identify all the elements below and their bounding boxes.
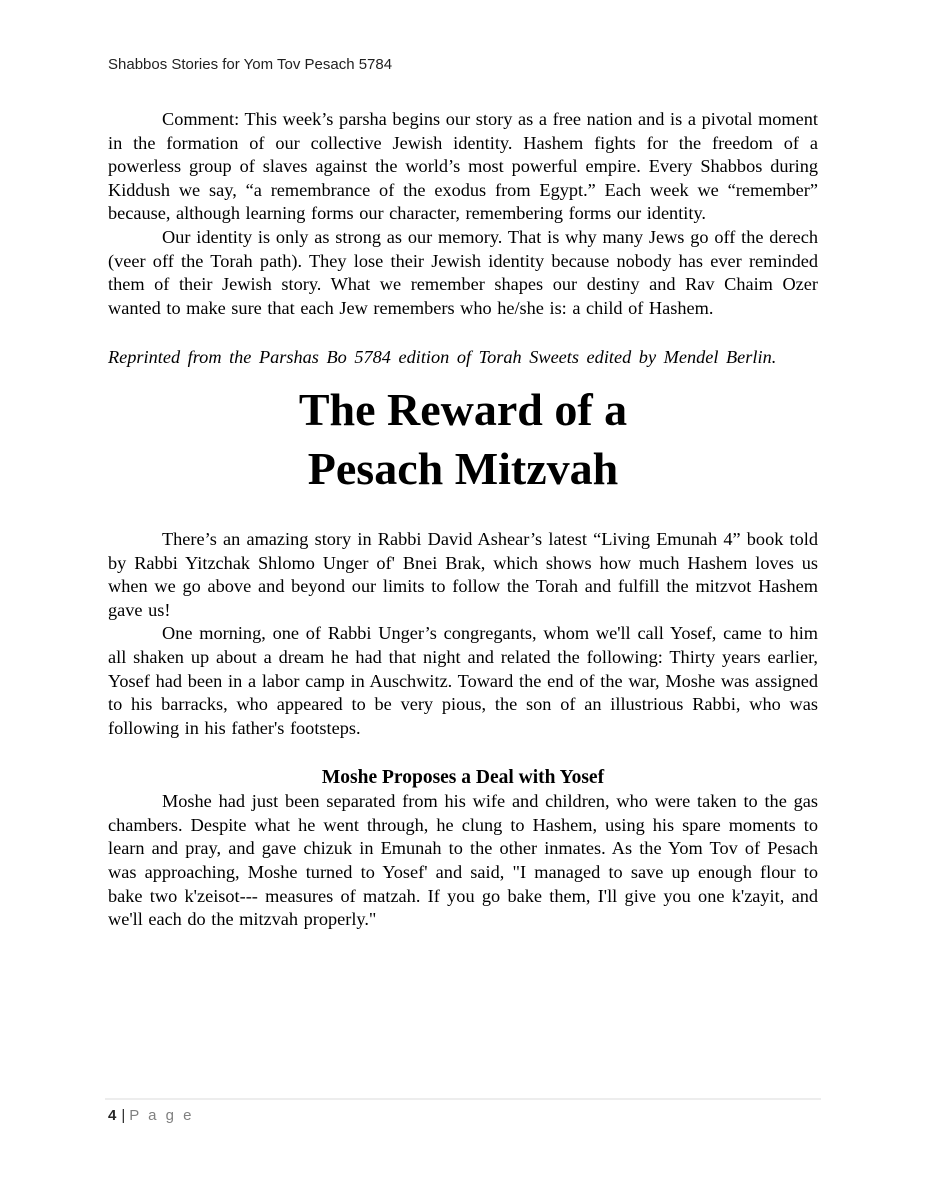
page-label: P a g e: [129, 1107, 195, 1124]
footer-text: [105, 1107, 821, 1125]
footer-separator: |: [121, 1107, 126, 1124]
paragraph-deal: Moshe had just been separated from his wife and children, who were taken to the gas chambers. Despite what he went through, he clung to Hashem, using his spare moments to learn and pray, and gave chizuk in Emunah to the other inmates. As the Yom Tov of Pesach was approaching, Moshe turned to Yosef' and said, "I managed to save up enough flour to bake two k'zeisot--- measures of matzah. If you go bake them, I'll give you one k'zayit, and we'll each do the mitzvah properly.": [108, 791, 818, 930]
story-title: [108, 380, 818, 498]
document-body: [108, 108, 818, 932]
footer-rule: [105, 1098, 821, 1100]
page-header: [108, 56, 818, 74]
reprint-note: Reprinted from the Parshas Bo 5784 edition of Torah Sweets edited by Mendel Berlin.: [108, 347, 777, 368]
section-heading: Moshe Proposes a Deal with Yosef: [321, 767, 605, 789]
story-title-line2: Pesach Mitzvah: [307, 442, 619, 494]
paragraph-dream: One morning, one of Rabbi Unger’s congregants, whom we'll call Yosef, came to him all shaken up about a dream he had that night and related the following: Thirty years earlier, Yosef had been in a labor camp in Auschwitz. Toward the end of the war, Moshe was assigned to his barracks, who appeared to be very pious, the son of an illustrious Rabbi, who was following in his father's footsteps.: [108, 623, 818, 738]
paragraph-comment: Comment: This week’s parsha begins our story as a free nation and is a pivotal moment in the formation of our collective Jewish identity. Hashem fights for the freedom of a powerless group of slaves against the world’s most powerful empire. Every Shabbos during Kiddush we say, “a remembrance of the exodus from Egypt.” Each week we “remember” because, although learning forms our character, remembering forms our identity.: [108, 109, 818, 224]
paragraph-identity: Our identity is only as strong as our memory. That is why many Jews go off the derech (veer off the Torah path). They lose their Jewish identity because nobody has ever reminded them of their Jewish story. What we remember shapes our destiny and Rav Chaim Ozer wanted to make sure that each Jew remembers who he/she is: a child of Hashem.: [108, 226, 818, 318]
story-title-line1: The Reward of a: [298, 383, 628, 435]
page-footer: [105, 1098, 821, 1125]
paragraph-story-intro: There’s an amazing story in Rabbi David Ashear’s latest “Living Emunah 4” book told by Rabbi Yitzchak Shlomo Unger of' Bnei Brak, which shows how much Hashem loves us when we go above and beyond our limits to follow the Torah and fulfill the mitzvot Hashem gave us!: [108, 528, 818, 620]
header-title: Shabbos Stories for Yom Tov Pesach 5784: [108, 56, 393, 73]
page-number: 4: [108, 1107, 117, 1124]
